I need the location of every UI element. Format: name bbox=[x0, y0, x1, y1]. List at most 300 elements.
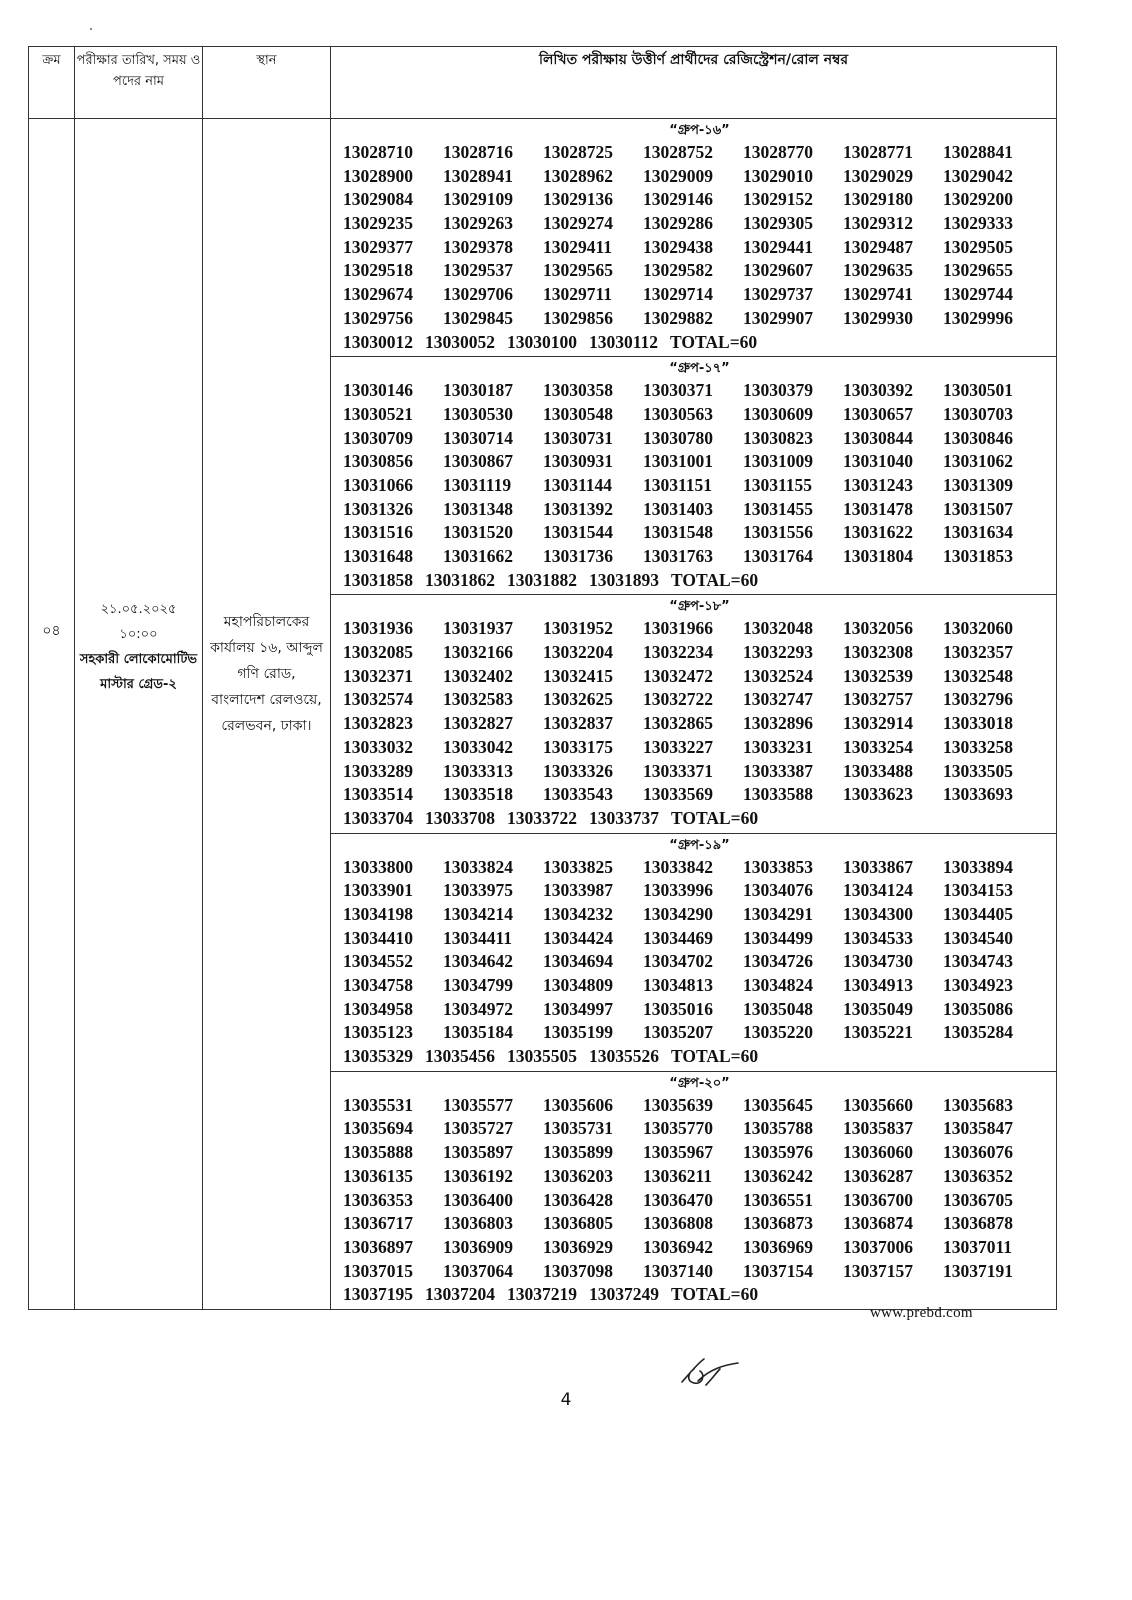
roll-number: 13029487 bbox=[843, 236, 913, 257]
roll-number: 13033032 bbox=[343, 736, 413, 757]
roll-number: 13031309 bbox=[943, 474, 1013, 495]
roll-number: 13032524 bbox=[743, 665, 813, 686]
roll-number: 13028716 bbox=[443, 142, 513, 162]
roll-number: 13029377 bbox=[343, 236, 413, 257]
roll-number: 13035531 bbox=[343, 1094, 413, 1115]
roll-number: 13029274 bbox=[543, 213, 613, 234]
roll-number: 13033996 bbox=[643, 880, 713, 901]
roll-number: 13030100 bbox=[507, 331, 577, 352]
roll-number: 13035606 bbox=[543, 1094, 613, 1115]
roll-number: 13030501 bbox=[943, 380, 1013, 401]
roll-number: 13031548 bbox=[643, 522, 713, 543]
roll-number: 13036969 bbox=[743, 1236, 813, 1257]
results-table bbox=[28, 46, 1057, 1310]
roll-number: 13033894 bbox=[943, 856, 1013, 877]
roll-number: 13031403 bbox=[643, 498, 713, 519]
roll-number: 13035526 bbox=[589, 1046, 659, 1067]
roll-number: 13031662 bbox=[443, 546, 513, 566]
roll-number: 13035727 bbox=[443, 1118, 513, 1139]
roll-number: 13032048 bbox=[743, 618, 813, 639]
roll-number: 13032837 bbox=[543, 713, 613, 734]
roll-number: 13034642 bbox=[443, 951, 513, 972]
group-block bbox=[331, 1072, 1056, 1309]
exam-time: ১০:০০ bbox=[119, 627, 158, 642]
roll-number: 13032827 bbox=[443, 713, 513, 734]
roll-number: 13036808 bbox=[643, 1213, 713, 1234]
roll-number: 13034799 bbox=[443, 975, 513, 995]
roll-number: 13030187 bbox=[443, 380, 513, 401]
roll-number: 13034809 bbox=[543, 975, 613, 995]
roll-number: 13032539 bbox=[843, 665, 913, 686]
roll-number: 13034411 bbox=[443, 927, 513, 948]
roll-number: 13030112 bbox=[589, 331, 659, 352]
roll-number: 13036551 bbox=[743, 1189, 813, 1210]
roll-number: 13029312 bbox=[843, 213, 913, 234]
roll-number: 13031001 bbox=[643, 451, 713, 472]
roll-number: 13031516 bbox=[343, 522, 413, 543]
roll-number: 13030012 bbox=[343, 331, 413, 352]
roll-number: 13035123 bbox=[343, 1022, 413, 1043]
roll-number: 13035505 bbox=[507, 1046, 577, 1067]
roll-number: 13033693 bbox=[943, 784, 1013, 805]
roll-number: 13036705 bbox=[943, 1189, 1013, 1210]
roll-number: 13031066 bbox=[343, 474, 413, 495]
roll-number: 13032371 bbox=[343, 665, 413, 686]
roll-number-grid bbox=[343, 1094, 1056, 1284]
roll-number: 13035049 bbox=[843, 998, 913, 1019]
scan-dot bbox=[90, 28, 92, 30]
roll-number: 13034300 bbox=[843, 903, 913, 924]
roll-number: 13030867 bbox=[443, 451, 513, 472]
roll-number: 13031062 bbox=[943, 451, 1013, 472]
roll-number: 13031478 bbox=[843, 498, 913, 519]
roll-number: 13031155 bbox=[743, 474, 813, 495]
serial-header: ক্রম bbox=[29, 47, 75, 119]
roll-number: 13031634 bbox=[943, 522, 1013, 543]
roll-number: 13030052 bbox=[425, 331, 495, 352]
roll-number: 13028710 bbox=[343, 142, 413, 162]
roll-number: 13033488 bbox=[843, 760, 913, 781]
roll-number: 13031520 bbox=[443, 522, 513, 543]
roll-number: 13037249 bbox=[589, 1284, 659, 1305]
roll-number: 13034997 bbox=[543, 998, 613, 1019]
roll-number: 13034540 bbox=[943, 927, 1013, 948]
roll-number: 13037015 bbox=[343, 1260, 413, 1281]
group-last-line bbox=[343, 331, 1056, 355]
roll-number: 13031853 bbox=[943, 546, 1013, 566]
date-time-post-header: পরীক্ষার তারিখ, সময় ও পদের নাম bbox=[75, 47, 203, 119]
header-row bbox=[29, 47, 1057, 119]
roll-number: 13030709 bbox=[343, 427, 413, 448]
roll-number: 13029655 bbox=[943, 260, 1013, 281]
roll-number: 13036400 bbox=[443, 1189, 513, 1210]
roll-number: 13031119 bbox=[443, 474, 512, 495]
roll-number: 13034743 bbox=[943, 951, 1013, 972]
roll-number: 13032865 bbox=[643, 713, 713, 734]
roll-number: 13033254 bbox=[843, 736, 913, 757]
roll-number: 13037140 bbox=[643, 1260, 713, 1281]
roll-number: 13029845 bbox=[443, 307, 513, 328]
roll-number: 13029109 bbox=[443, 189, 513, 210]
roll-number: 13035221 bbox=[843, 1022, 913, 1043]
roll-number: 13034726 bbox=[743, 951, 813, 972]
roll-number: 13033231 bbox=[743, 736, 813, 757]
roll-number: 13033901 bbox=[343, 880, 413, 901]
roll-number: 13031648 bbox=[343, 546, 413, 566]
roll-number: 13030856 bbox=[343, 451, 413, 472]
roll-number: 13031966 bbox=[643, 618, 713, 639]
roll-number: 13029441 bbox=[743, 236, 813, 257]
roll-number: 13035184 bbox=[443, 1022, 513, 1043]
roll-number: 13034730 bbox=[843, 951, 913, 972]
roll-number: 13036076 bbox=[943, 1142, 1013, 1163]
roll-number: 13030392 bbox=[843, 380, 913, 401]
roll-number: 13036060 bbox=[843, 1142, 913, 1163]
roll-number: 13030731 bbox=[543, 427, 613, 448]
roll-number: 13029737 bbox=[743, 284, 813, 305]
roll-number: 13032625 bbox=[543, 689, 613, 710]
roll-number: 13029518 bbox=[343, 260, 413, 281]
roll-number: 13034124 bbox=[843, 880, 913, 901]
group-total: TOTAL=60 bbox=[671, 1284, 759, 1305]
roll-number: 13031455 bbox=[743, 498, 813, 519]
roll-number: 13031804 bbox=[843, 546, 913, 566]
roll-number: 13033853 bbox=[743, 856, 813, 877]
roll-number: 13033824 bbox=[443, 856, 513, 877]
roll-number: 13030780 bbox=[643, 427, 713, 448]
roll-number: 13034694 bbox=[543, 951, 613, 972]
roll-number: 13036353 bbox=[343, 1189, 413, 1210]
place-cell bbox=[203, 119, 331, 1310]
roll-number: 13036470 bbox=[643, 1189, 713, 1210]
roll-number: 13034469 bbox=[643, 927, 713, 948]
roll-number: 13029200 bbox=[943, 189, 1013, 210]
roll-number: 13031040 bbox=[843, 451, 913, 472]
roll-number: 13029882 bbox=[643, 307, 713, 328]
roll-number: 13033737 bbox=[589, 807, 659, 828]
roll-number: 13032747 bbox=[743, 689, 813, 710]
roll-number: 13030846 bbox=[943, 427, 1013, 448]
roll-number: 13036700 bbox=[843, 1189, 913, 1210]
roll-number: 13029607 bbox=[743, 260, 813, 281]
roll-number: 13036203 bbox=[543, 1165, 613, 1186]
roll-number: 13034410 bbox=[343, 927, 413, 948]
roll-number: 13029029 bbox=[843, 165, 913, 186]
roll-number: 13031507 bbox=[943, 498, 1013, 519]
roll-number: 13029741 bbox=[843, 284, 913, 305]
roll-number: 13033569 bbox=[643, 784, 713, 805]
roll-number: 13029009 bbox=[643, 165, 713, 186]
roll-number: 13029263 bbox=[443, 213, 513, 234]
roll-number: 13033987 bbox=[543, 880, 613, 901]
roll-number: 13033371 bbox=[643, 760, 713, 781]
roll-number: 13034499 bbox=[743, 927, 813, 948]
roll-number: 13034972 bbox=[443, 998, 513, 1019]
roll-number: 13029505 bbox=[943, 236, 1013, 257]
roll-number: 13032757 bbox=[843, 689, 913, 710]
roll-number: 13032056 bbox=[843, 618, 913, 639]
roll-number: 13033175 bbox=[543, 736, 613, 757]
roll-number: 13035897 bbox=[443, 1142, 513, 1163]
roll-number: 13036803 bbox=[443, 1213, 513, 1234]
roll-number: 13036897 bbox=[343, 1236, 413, 1257]
roll-number: 13037195 bbox=[343, 1284, 413, 1305]
roll-number-grid bbox=[343, 141, 1056, 331]
roll-number: 13034958 bbox=[343, 998, 413, 1019]
roll-numbers-header: লিখিত পরীক্ষায় উত্তীর্ণ প্রার্থীদের রেজিস্ট্রেশন/রোল নম্বর bbox=[331, 47, 1057, 119]
roll-number: 13029674 bbox=[343, 284, 413, 305]
roll-number: 13030931 bbox=[543, 451, 613, 472]
exam-place: মহাপরিচালকের কার্যালয় ১৬, আব্দুল গণি রোড, বাংলাদেশ রেলওয়ে, রেলভবন, ঢাকা। bbox=[210, 614, 323, 734]
roll-number: 13033588 bbox=[743, 784, 813, 805]
group-last-line bbox=[343, 1045, 1056, 1069]
roll-number: 13032574 bbox=[343, 689, 413, 710]
roll-number: 13029378 bbox=[443, 236, 513, 257]
group-block bbox=[331, 357, 1056, 595]
roll-number: 13036428 bbox=[543, 1189, 613, 1210]
roll-number: 13035048 bbox=[743, 998, 813, 1019]
roll-number: 13030609 bbox=[743, 403, 813, 424]
roll-number: 13031348 bbox=[443, 498, 513, 519]
roll-number: 13035694 bbox=[343, 1118, 413, 1139]
roll-number: 13035207 bbox=[643, 1022, 713, 1043]
roll-number: 13036929 bbox=[543, 1236, 613, 1257]
roll-number: 13029010 bbox=[743, 165, 813, 186]
roll-number: 13035456 bbox=[425, 1046, 495, 1067]
roll-number: 13031862 bbox=[425, 569, 495, 590]
roll-number: 13034913 bbox=[843, 975, 913, 995]
group-title: “গ্রুপ-১৬” bbox=[669, 123, 730, 138]
roll-number: 13033842 bbox=[643, 856, 713, 877]
signature-mark bbox=[676, 1355, 746, 1389]
roll-number: 13031952 bbox=[543, 618, 613, 639]
roll-number: 13033326 bbox=[543, 760, 613, 781]
roll-number: 13033975 bbox=[443, 880, 513, 901]
roll-number: 13029756 bbox=[343, 307, 413, 328]
roll-number: 13030521 bbox=[343, 403, 413, 424]
roll-number: 13031243 bbox=[843, 474, 913, 495]
roll-number: 13035086 bbox=[943, 998, 1013, 1019]
roll-number: 13035899 bbox=[543, 1142, 613, 1163]
roll-number: 13031326 bbox=[343, 498, 413, 519]
roll-number: 13033227 bbox=[643, 736, 713, 757]
roll-number: 13030703 bbox=[943, 403, 1013, 424]
groups-container bbox=[331, 119, 1056, 1309]
serial-number: ০৪ bbox=[42, 623, 61, 639]
roll-number: 13029856 bbox=[543, 307, 613, 328]
roll-number: 13029907 bbox=[743, 307, 813, 328]
roll-number: 13036211 bbox=[643, 1165, 713, 1186]
roll-number: 13029286 bbox=[643, 213, 713, 234]
roll-number: 13036717 bbox=[343, 1213, 413, 1234]
roll-number: 13033018 bbox=[943, 713, 1013, 734]
group-total: TOTAL=60 bbox=[670, 331, 758, 352]
date-cell bbox=[75, 119, 203, 1310]
group-last-line bbox=[343, 807, 1056, 831]
roll-number: 13032415 bbox=[543, 665, 613, 686]
roll-number: 13035016 bbox=[643, 998, 713, 1019]
group-title: “গ্রুপ-২০” bbox=[669, 1075, 730, 1091]
roll-number: 13028725 bbox=[543, 142, 613, 162]
roll-number: 13033289 bbox=[343, 760, 413, 781]
roll-number: 13035967 bbox=[643, 1142, 713, 1163]
roll-number: 13030548 bbox=[543, 403, 613, 424]
roll-number: 13028841 bbox=[943, 142, 1013, 162]
roll-number: 13036192 bbox=[443, 1165, 513, 1186]
roll-number: 13028752 bbox=[643, 142, 713, 162]
roll-number: 13031009 bbox=[743, 451, 813, 472]
roll-number: 13035847 bbox=[943, 1118, 1013, 1139]
roll-number: 13029146 bbox=[643, 189, 713, 210]
roll-number: 13035837 bbox=[843, 1118, 913, 1139]
roll-number: 13028771 bbox=[843, 142, 913, 162]
roll-number: 13032060 bbox=[943, 618, 1013, 639]
roll-number: 13035788 bbox=[743, 1118, 813, 1139]
roll-number: 13037219 bbox=[507, 1284, 577, 1305]
roll-number-grid bbox=[343, 617, 1056, 807]
roll-number: 13032896 bbox=[743, 713, 813, 734]
roll-number: 13030146 bbox=[343, 380, 413, 401]
roll-number: 13029711 bbox=[543, 284, 613, 305]
roll-number: 13029180 bbox=[843, 189, 913, 210]
roll-number: 13034076 bbox=[743, 880, 813, 901]
entry-row bbox=[29, 119, 1057, 1310]
roll-number: 13029930 bbox=[843, 307, 913, 328]
roll-number: 13032796 bbox=[943, 689, 1013, 710]
group-block bbox=[331, 119, 1056, 357]
roll-number: 13031556 bbox=[743, 522, 813, 543]
roll-number: 13028900 bbox=[343, 165, 413, 186]
roll-number: 13034424 bbox=[543, 927, 613, 948]
roll-number: 13032308 bbox=[843, 642, 913, 663]
roll-number: 13034813 bbox=[643, 975, 713, 995]
roll-number: 13031764 bbox=[743, 546, 813, 566]
roll-number: 13029438 bbox=[643, 236, 713, 257]
roll-number: 13030530 bbox=[443, 403, 513, 424]
roll-number: 13033387 bbox=[743, 760, 813, 781]
roll-number: 13037204 bbox=[425, 1284, 495, 1305]
roll-number: 13034214 bbox=[443, 903, 513, 924]
roll-number: 13031544 bbox=[543, 522, 613, 543]
group-block bbox=[331, 595, 1056, 833]
roll-number: 13035329 bbox=[343, 1046, 413, 1067]
roll-number-grid bbox=[343, 856, 1056, 1046]
roll-number: 13033505 bbox=[943, 760, 1013, 781]
group-title: “গ্রুপ-১৭” bbox=[669, 361, 730, 377]
roll-number: 13035770 bbox=[643, 1118, 713, 1139]
roll-number-grid bbox=[343, 379, 1056, 569]
roll-number: 13033042 bbox=[443, 736, 513, 757]
roll-number: 13029565 bbox=[543, 260, 613, 281]
roll-number: 13031736 bbox=[543, 546, 613, 566]
roll-number: 13034290 bbox=[643, 903, 713, 924]
roll-number: 13030563 bbox=[643, 403, 713, 424]
roll-number: 13032914 bbox=[843, 713, 913, 734]
roll-number: 13035639 bbox=[643, 1094, 713, 1115]
roll-number: 13030358 bbox=[543, 380, 613, 401]
roll-number: 13029744 bbox=[943, 284, 1013, 305]
roll-number: 13029582 bbox=[643, 260, 713, 281]
roll-number: 13034758 bbox=[343, 975, 413, 995]
roll-number: 13036942 bbox=[643, 1236, 713, 1257]
roll-number: 13029136 bbox=[543, 189, 613, 210]
group-title: “গ্রুপ-১৯” bbox=[669, 837, 730, 853]
roll-number: 13033313 bbox=[443, 760, 513, 781]
roll-number: 13035645 bbox=[743, 1094, 813, 1115]
roll-number: 13031893 bbox=[589, 569, 659, 590]
roll-number: 13033623 bbox=[843, 784, 913, 805]
roll-number: 13032402 bbox=[443, 665, 513, 686]
roll-number: 13034291 bbox=[743, 903, 813, 924]
roll-number: 13033704 bbox=[343, 807, 413, 828]
exam-date: ২১.০৫.২০২৫ bbox=[100, 602, 177, 617]
roll-number: 13029996 bbox=[943, 307, 1013, 328]
roll-number: 13037098 bbox=[543, 1260, 613, 1281]
roll-number: 13033722 bbox=[507, 807, 577, 828]
roll-number: 13037011 bbox=[943, 1236, 1013, 1257]
roll-number: 13034405 bbox=[943, 903, 1013, 924]
roll-number: 13029411 bbox=[543, 236, 613, 257]
post-name: সহকারী লোকোমোটিভ মাস্টার গ্রেড-২ bbox=[79, 652, 198, 692]
roll-number: 13030823 bbox=[743, 427, 813, 448]
roll-number: 13032204 bbox=[543, 642, 613, 663]
roll-number: 13031622 bbox=[843, 522, 913, 543]
roll-number: 13031151 bbox=[643, 474, 713, 495]
roll-number: 13035199 bbox=[543, 1022, 613, 1043]
roll-number: 13029152 bbox=[743, 189, 813, 210]
roll-number: 13036135 bbox=[343, 1165, 413, 1186]
group-block bbox=[331, 834, 1056, 1072]
roll-number: 13030379 bbox=[743, 380, 813, 401]
roll-number: 13029333 bbox=[943, 213, 1013, 234]
roll-number: 13034533 bbox=[843, 927, 913, 948]
roll-number: 13029084 bbox=[343, 189, 413, 210]
roll-number: 13029235 bbox=[343, 213, 413, 234]
roll-number: 13029635 bbox=[843, 260, 913, 281]
roll-number: 13036352 bbox=[943, 1165, 1013, 1186]
roll-number: 13034923 bbox=[943, 975, 1013, 995]
roll-number: 13035731 bbox=[543, 1118, 613, 1139]
roll-number: 13034702 bbox=[643, 951, 713, 972]
roll-number: 13030657 bbox=[843, 403, 913, 424]
roll-number: 13031144 bbox=[543, 474, 613, 495]
roll-number: 13029042 bbox=[943, 165, 1013, 186]
roll-number: 13037154 bbox=[743, 1260, 813, 1281]
website-watermark: www.prebd.com bbox=[870, 1305, 973, 1321]
roll-number: 13033258 bbox=[943, 736, 1013, 757]
roll-number: 13035220 bbox=[743, 1022, 813, 1043]
roll-number: 13033518 bbox=[443, 784, 513, 805]
roll-number: 13032234 bbox=[643, 642, 713, 663]
roll-number: 13032166 bbox=[443, 642, 513, 663]
roll-number: 13033514 bbox=[343, 784, 413, 805]
roll-number: 13032548 bbox=[943, 665, 1013, 686]
roll-number: 13028962 bbox=[543, 165, 613, 186]
roll-number: 13035976 bbox=[743, 1142, 813, 1163]
roll-number: 13028941 bbox=[443, 165, 513, 186]
place-header: স্থান bbox=[203, 47, 331, 119]
roll-number: 13037064 bbox=[443, 1260, 513, 1281]
roll-number: 13036909 bbox=[443, 1236, 513, 1257]
roll-number: 13032085 bbox=[343, 642, 413, 663]
group-total: TOTAL=60 bbox=[671, 569, 759, 590]
roll-number: 13032472 bbox=[643, 665, 713, 686]
roll-number: 13034552 bbox=[343, 951, 413, 972]
roll-number: 13032583 bbox=[443, 689, 513, 710]
roll-number: 13033800 bbox=[343, 856, 413, 877]
roll-number: 13036874 bbox=[843, 1213, 913, 1234]
roll-number: 13036287 bbox=[843, 1165, 913, 1186]
